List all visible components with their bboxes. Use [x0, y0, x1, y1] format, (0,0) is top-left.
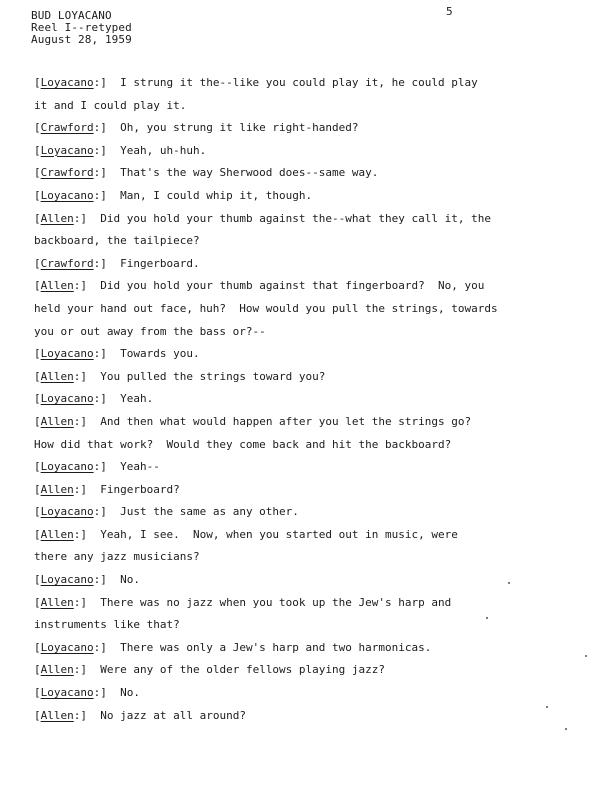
speaker-bracket: :] [93, 166, 121, 180]
speaker-bracket: [ [34, 460, 41, 474]
speaker-bracket: [ [34, 527, 41, 541]
speaker-bracket: [ [34, 392, 41, 406]
speaker-name: Allen [40, 482, 74, 496]
speaker-bracket: [ [34, 347, 41, 361]
speaker-bracket: :] [93, 460, 121, 474]
line-text: it and I could play it. [34, 98, 187, 112]
transcript-line [34, 434, 594, 457]
speaker-bracket: :] [73, 369, 101, 383]
speaker-bracket: [ [34, 369, 41, 383]
speaker-bracket: [ [34, 188, 41, 202]
speaker-name: Loyacano [40, 573, 94, 587]
transcript-line [34, 117, 594, 140]
speaker-bracket: :] [73, 414, 101, 428]
speaker-bracket: [ [34, 279, 41, 293]
scan-speck [585, 655, 587, 657]
speaker-bracket: [ [34, 143, 41, 157]
transcript-line [34, 162, 594, 185]
transcript-line [34, 343, 594, 366]
transcript-line [34, 637, 594, 660]
line-text: Fingerboard. [120, 256, 200, 270]
speaker-bracket: :] [73, 708, 101, 722]
speaker-bracket: :] [93, 686, 121, 700]
line-text: Did you hold your thumb against the--what they call it, the [100, 211, 491, 225]
line-text: Were any of the older fellows playing jazz? [100, 663, 386, 677]
transcript-line [34, 140, 594, 163]
speaker-name: Allen [40, 279, 74, 293]
speaker-bracket: [ [34, 256, 41, 270]
reel-label: Reel I--retyped [31, 21, 132, 34]
speaker-bracket: :] [73, 595, 101, 609]
speaker-name: Allen [40, 414, 74, 428]
line-text: Oh, you strung it like right-handed? [120, 121, 359, 135]
speaker-name: Allen [40, 369, 74, 383]
transcript-line [34, 411, 594, 434]
speaker-bracket: :] [93, 573, 121, 587]
transcript-line [34, 546, 594, 569]
speaker-bracket: [ [34, 121, 41, 135]
line-text: That's the way Sherwood does--same way. [120, 166, 379, 180]
line-text: Yeah, uh-huh. [120, 143, 207, 157]
speaker-name: Crawford [40, 256, 94, 270]
speaker-bracket: [ [34, 686, 41, 700]
transcript-line [34, 253, 594, 276]
speaker-name: Loyacano [40, 460, 94, 474]
speaker-bracket: [ [34, 640, 41, 654]
transcript-line [34, 230, 594, 253]
speaker-bracket: [ [34, 482, 41, 496]
transcript-line [34, 388, 594, 411]
line-text: you or out away from the bass or?-- [34, 324, 266, 338]
transcript-line [34, 682, 594, 705]
speaker-bracket: [ [34, 414, 41, 428]
line-text: I strung it the--like you could play it, he could play [120, 76, 478, 89]
transcript-line [34, 298, 594, 321]
line-text: held your hand out face, huh? How would you pull the strings, towards [34, 301, 498, 315]
line-text: There was only a Jew's harp and two harmonicas. [120, 640, 432, 654]
speaker-bracket: :] [73, 279, 101, 293]
scan-speck [508, 582, 510, 584]
transcript-line [34, 659, 594, 682]
speaker-name: Crawford [40, 166, 94, 180]
page-number: 5 [446, 5, 453, 18]
transcript-line [34, 592, 594, 615]
transcript-line [34, 321, 594, 344]
speaker-name: Allen [40, 211, 74, 225]
speaker-bracket: [ [34, 708, 41, 722]
speaker-bracket: :] [73, 663, 101, 677]
speaker-name: Loyacano [40, 505, 94, 519]
speaker-bracket: [ [34, 595, 41, 609]
speaker-bracket: :] [73, 482, 101, 496]
scan-speck [486, 617, 488, 619]
transcript-line [34, 614, 594, 637]
speaker-bracket: [ [34, 663, 41, 677]
speaker-name: Crawford [40, 121, 94, 135]
speaker-bracket: :] [93, 347, 121, 361]
transcript-line [34, 569, 594, 592]
speaker-bracket: :] [73, 211, 101, 225]
line-text: Towards you. [120, 347, 200, 361]
scan-speck [546, 706, 548, 708]
line-text: Man, I could whip it, though. [120, 188, 313, 202]
speaker-name: Loyacano [40, 76, 94, 89]
transcript-line [34, 479, 594, 502]
transcript-line [34, 705, 594, 728]
speaker-bracket: :] [93, 143, 121, 157]
line-text: Yeah, I see. Now, when you started out in music, were [100, 527, 458, 541]
speaker-bracket: :] [73, 527, 101, 541]
transcript-line [34, 501, 594, 524]
line-text: Fingerboard? [100, 482, 180, 496]
line-text: And then what would happen after you let the strings go? [100, 414, 472, 428]
speaker-name: Loyacano [40, 143, 94, 157]
speaker-name: Allen [40, 708, 74, 722]
document-header [31, 10, 132, 46]
line-text: How did that work? Would they come back and hit the backboard? [34, 437, 452, 451]
line-text: You pulled the strings toward you? [100, 369, 326, 383]
speaker-name: Loyacano [40, 392, 94, 406]
line-text: No jazz at all around? [100, 708, 246, 722]
transcript-line [34, 456, 594, 479]
transcript-body [34, 72, 594, 727]
line-text: No. [120, 686, 140, 700]
speaker-name: Loyacano [40, 347, 94, 361]
line-text: backboard, the tailpiece? [34, 234, 200, 248]
line-text: Yeah. [120, 392, 154, 406]
speaker-name: Allen [40, 663, 74, 677]
speaker-name: Allen [40, 595, 74, 609]
speaker-bracket: :] [93, 256, 121, 270]
speaker-bracket: :] [93, 505, 121, 519]
speaker-name: Loyacano [40, 188, 94, 202]
speaker-bracket: :] [93, 640, 121, 654]
speaker-bracket: [ [34, 166, 41, 180]
speaker-name: Loyacano [40, 686, 94, 700]
line-text: there any jazz musicians? [34, 550, 200, 564]
speaker-bracket: [ [34, 211, 41, 225]
speaker-bracket: :] [93, 188, 121, 202]
transcript-line [34, 524, 594, 547]
line-text: No. [120, 573, 140, 587]
transcript-line [34, 366, 594, 389]
transcript-line [34, 208, 594, 231]
interviewee-name: BUD LOYACANO [31, 9, 112, 22]
transcript-line [34, 72, 594, 95]
transcript-line [34, 275, 594, 298]
speaker-bracket: :] [93, 392, 121, 406]
line-text: Did you hold your thumb against that fingerboard? No, you [100, 279, 485, 293]
speaker-bracket: :] [93, 76, 121, 89]
line-text: Just the same as any other. [120, 505, 299, 519]
line-text: instruments like that? [34, 618, 180, 632]
speaker-name: Loyacano [40, 640, 94, 654]
speaker-name: Allen [40, 527, 74, 541]
scan-speck [565, 728, 567, 730]
line-text: There was no jazz when you took up the Jew's harp and [100, 595, 452, 609]
interview-date: August 28, 1959 [31, 33, 132, 46]
transcript-line [34, 95, 594, 118]
speaker-bracket: [ [34, 76, 41, 89]
speaker-bracket: :] [93, 121, 121, 135]
transcript-line [34, 185, 594, 208]
speaker-bracket: [ [34, 573, 41, 587]
line-text: Yeah-- [120, 460, 160, 474]
speaker-bracket: [ [34, 505, 41, 519]
